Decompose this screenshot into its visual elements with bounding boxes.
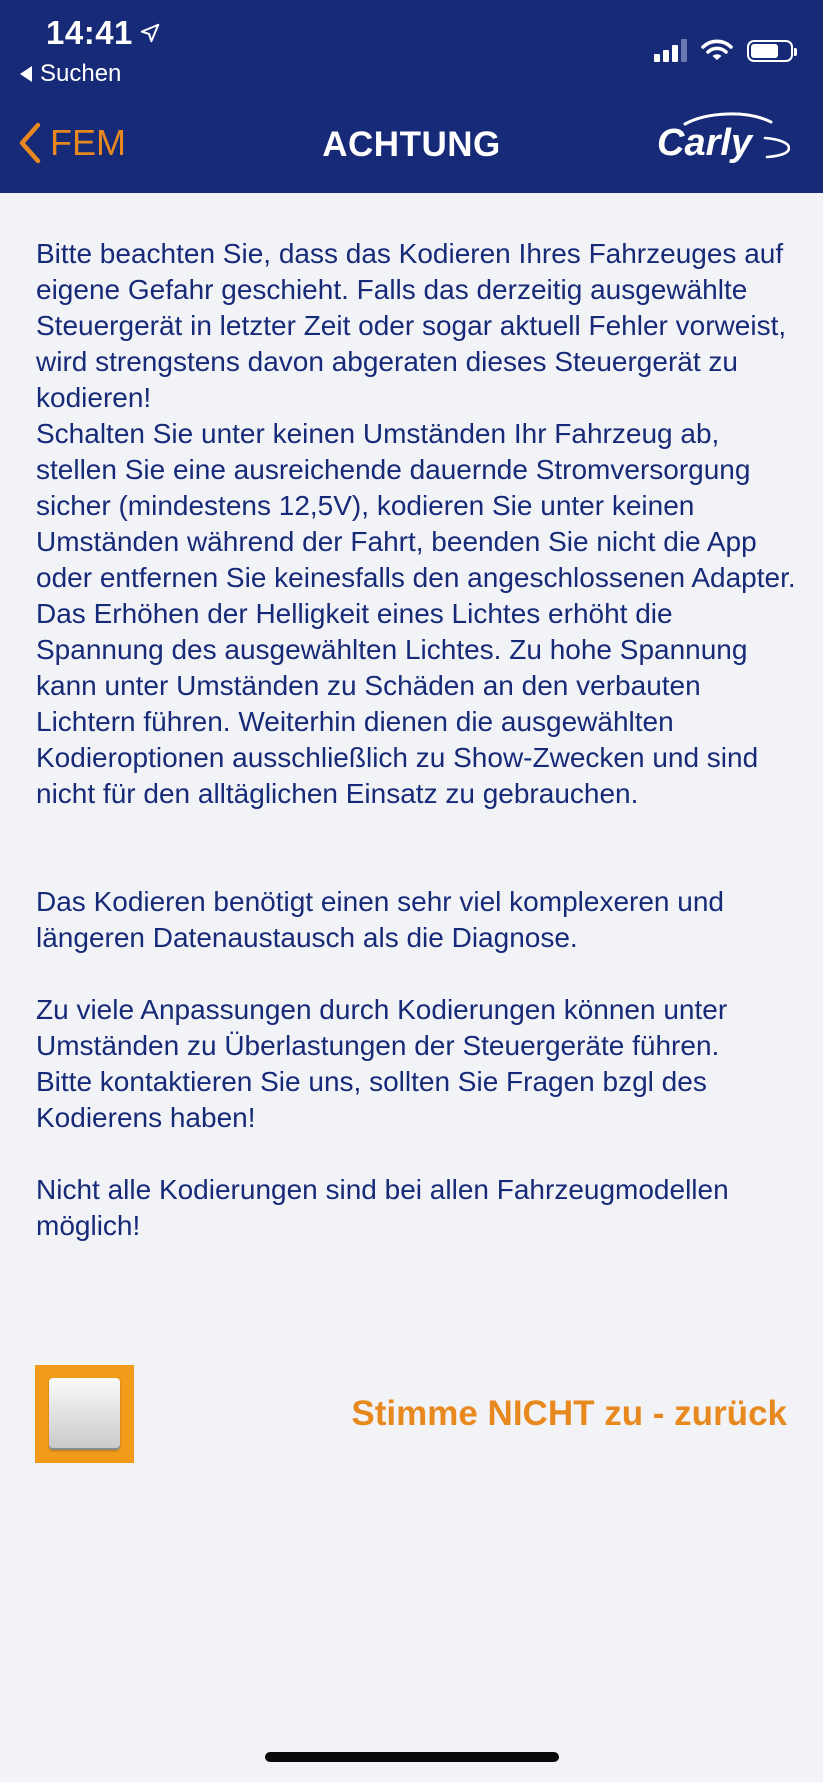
- status-time-label: 14:41: [46, 14, 133, 51]
- consent-row: [35, 1365, 787, 1463]
- back-app-label: Suchen: [40, 60, 122, 87]
- decline-back-button[interactable]: Stimme NICHT zu - zurück: [351, 1394, 787, 1433]
- warning-text: [36, 236, 796, 1244]
- nav-back-label: FEM: [50, 122, 126, 163]
- accept-checkbox[interactable]: [35, 1365, 134, 1463]
- back-to-app[interactable]: [20, 60, 121, 88]
- status-indicators: [654, 38, 793, 62]
- wifi-icon: [701, 38, 733, 62]
- page-title: ACHTUNG: [322, 125, 501, 164]
- back-triangle-icon: [20, 66, 32, 82]
- warning-paragraph-4: Nicht alle Kodierungen sind bei allen Fahrzeugmodellen möglich!: [36, 1174, 729, 1241]
- warning-paragraph-3: Zu viele Anpassungen durch Kodierungen können unter Umständen zu Überlastungen der Steuergeräte führen. Bitte kontaktieren Sie uns, sollten Sie Fragen bzgl des Kodierens haben!: [36, 994, 728, 1133]
- warning-paragraph-2: Das Kodieren benötigt einen sehr viel komplexeren und längeren Datenaustausch als die Diagnose.: [36, 886, 724, 953]
- status-time: [46, 14, 161, 52]
- cellular-signal-icon: [654, 38, 687, 62]
- carly-logo: [655, 108, 790, 172]
- checkbox-box: [49, 1378, 120, 1450]
- warning-paragraph-1: Bitte beachten Sie, dass das Kodieren Ihres Fahrzeuges auf eigene Gefahr geschieht. Falls das derzeitig ausgewählte Steuergerät in letzter Zeit oder sogar aktuell Fehler vorweist, wird strengstens davon abgeraten dieses Steuergerät zu kodieren! Schalten Sie unter keinen Umständen Ihr Fahrzeug ab, stellen Sie eine ausreichende dauernde Stromversorgung sicher (mindestens 12,5V), kodieren Sie unter keinen Umständen während der Fahrt, beenden Sie nicht die App oder entfernen Sie keinesfalls den angeschlossenen Adapter. Das Erhöhen der Helligkeit eines Lichtes erhöht die Spannung des ausgewählten Lichtes. Zu hohe Spannung kann unter Umständen zu Schäden an den verbauten Lichtern führen. Weiterhin dienen die ausgewählten Kodieroptionen ausschließlich zu Show-Zwecken und sind nicht für den alltäglichen Einsatz zu gebrauchen.: [36, 238, 796, 809]
- battery-icon: [747, 40, 793, 62]
- home-indicator[interactable]: [265, 1752, 559, 1762]
- logo-text: Carly: [657, 122, 753, 164]
- navigation-header: [0, 0, 823, 193]
- battery-level: [751, 44, 778, 58]
- location-arrow-icon: [139, 22, 161, 44]
